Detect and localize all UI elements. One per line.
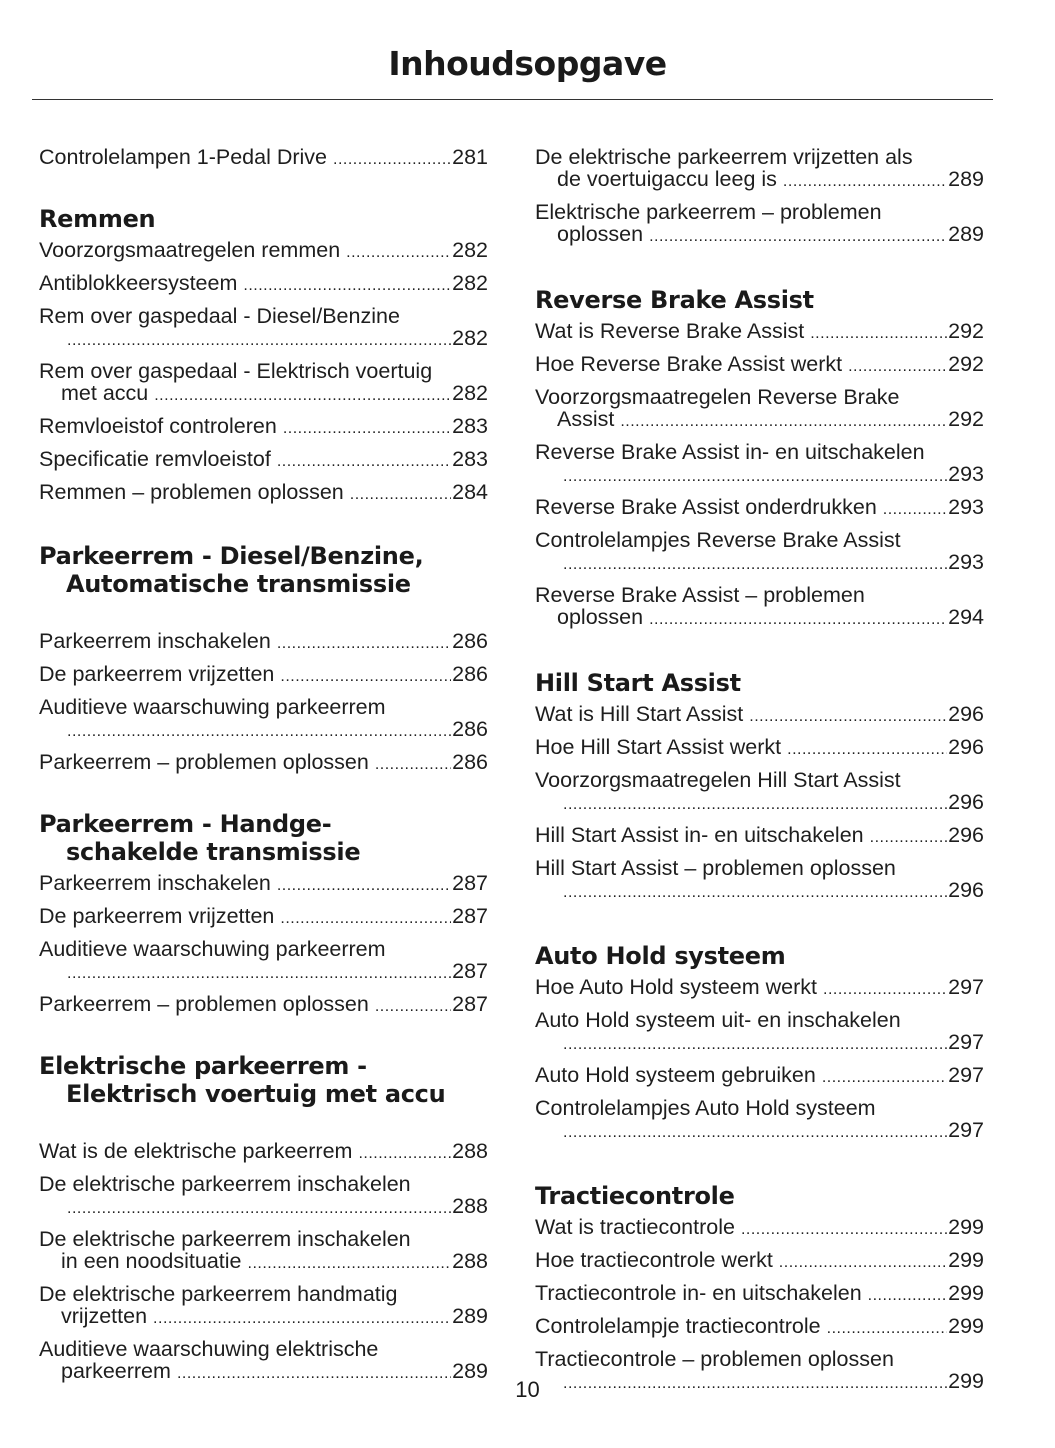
section-heading-line: Hill Start Assist [535,669,741,697]
toc-entry-title: Wat is de elektrische parkeerrem [39,1139,353,1163]
toc-page-number: 282 [452,326,488,350]
toc-page-number: 287 [452,959,488,983]
toc-entry-line [535,824,984,849]
toc-page-number: 287 [452,992,488,1016]
toc-entry-line [39,1283,488,1305]
toc-entry-line [39,481,488,506]
toc-entry[interactable] [535,441,984,496]
toc-entry-title: Tractiecontrole in- en uitschakelen [535,1281,862,1305]
toc-page-number: 287 [452,871,488,895]
toc-entry-title: Voorzorgsmaatregelen Reverse Brake [535,385,900,409]
toc-entry[interactable] [535,1009,984,1064]
section-heading [39,810,488,866]
toc-entry-line [535,1031,984,1056]
toc-page-number: 299 [948,1314,984,1338]
toc-entry-line [535,769,984,791]
toc-entry-title: Reverse Brake Assist – problemen [535,583,865,607]
toc-page-number: 292 [948,352,984,376]
toc-entry-line [535,441,984,463]
toc-entry-title: oplossen [557,222,644,246]
dot-leader [649,609,947,631]
toc-entry[interactable] [39,481,488,514]
toc-page-number: 293 [948,550,984,574]
toc-page-number: 288 [452,1194,488,1218]
toc-entry-line [39,305,488,327]
toc-entry-title: Controlelampjes Auto Hold systeem [535,1096,876,1120]
toc-section [535,146,984,256]
toc-entry-line [535,879,984,904]
toc-page-number: 282 [452,271,488,295]
dot-leader [375,754,451,776]
toc-entry-line [39,905,488,930]
section-heading-line: Tractiecontrole [535,1182,735,1210]
dot-leader [67,963,451,985]
toc-page-number: 283 [452,414,488,438]
toc-entry[interactable] [535,824,984,857]
toc-entry-line [535,976,984,1001]
toc-entry[interactable] [535,584,984,639]
toc-entry-title: Rem over gaspedaal - Diesel/Benzine [39,304,400,328]
dot-leader [563,882,947,904]
toc-entry-line [39,448,488,473]
toc-entry[interactable] [535,769,984,824]
toc-entry-line [535,320,984,345]
toc-entry-line [39,327,488,352]
toc-entry-line [535,353,984,378]
section-heading [39,1052,488,1108]
toc-section [535,286,984,639]
toc-entry-line [39,1140,488,1165]
toc-page-number: 296 [948,823,984,847]
section-heading-line: Elektrisch voertuig met accu [66,1080,446,1108]
toc-page-number: 288 [452,1139,488,1163]
toc-section [535,1182,984,1403]
toc-page-number: 296 [948,790,984,814]
toc-section [39,205,488,514]
toc-page-number: 297 [948,1030,984,1054]
toc-entry[interactable] [39,239,488,272]
dot-leader [277,451,451,473]
toc-entry[interactable] [535,146,984,201]
toc-entry-title: vrijzetten [61,1304,148,1328]
toc-entry[interactable] [39,305,488,360]
toc-page-number: 292 [948,319,984,343]
toc-entry-title: Hill Start Assist – problemen oplossen [535,856,896,880]
toc-entry[interactable] [535,353,984,386]
toc-entry-title: Controlelampje tractiecontrole [535,1314,821,1338]
toc-entry-line [39,382,488,407]
toc-entry[interactable] [535,1282,984,1315]
toc-entry[interactable] [39,696,488,751]
dot-leader [563,1034,947,1056]
toc-entry-title: Remmen – problemen oplossen [39,480,344,504]
dot-leader [810,323,947,345]
page-number: 10 [515,1377,540,1402]
toc-page-number: 296 [948,735,984,759]
toc-entry-title: Parkeerrem inschakelen [39,629,271,653]
toc-entry-title: Reverse Brake Assist onderdrukken [535,495,877,519]
toc-entry-line [535,146,984,168]
toc-entry[interactable] [39,751,488,784]
toc-left-column [39,146,488,1393]
toc-section [535,942,984,1152]
toc-page-number: 296 [948,702,984,726]
toc-entry-line [39,239,488,264]
toc-entry-line [535,1064,984,1089]
toc-entry[interactable] [535,320,984,353]
toc-section [39,1052,488,1393]
toc-entry[interactable] [39,872,488,905]
toc-page-number: 281 [452,145,488,169]
toc-entry-title: Hoe Hill Start Assist werkt [535,735,782,759]
toc-entry[interactable] [535,386,984,441]
toc-entry-line [535,168,984,193]
toc-entry-line [39,696,488,718]
dot-leader [153,1308,451,1330]
toc-entry-title: Auto Hold systeem gebruiken [535,1063,816,1087]
toc-entry[interactable] [535,1216,984,1249]
dot-leader [822,1067,947,1089]
toc-entry-title: Remvloeistof controleren [39,414,277,438]
toc-entry-title: De elektrische parkeerrem vrijzetten als [535,145,913,169]
toc-entry-line [535,1216,984,1241]
dot-leader [280,666,451,688]
toc-entry-line [535,223,984,248]
toc-entry[interactable] [535,1064,984,1097]
toc-entry[interactable] [535,496,984,529]
toc-entry-title: De elektrische parkeerrem inschakelen [39,1227,411,1251]
toc-entry-title: Parkeerrem – problemen oplossen [39,750,369,774]
dot-leader [67,1198,451,1220]
toc-entry-title: Antiblokkeersysteem [39,271,238,295]
section-heading-line: Remmen [39,205,156,233]
dot-leader [563,794,947,816]
toc-entry-line [39,718,488,743]
toc-entry-line [39,938,488,960]
toc-entry-line [39,630,488,655]
toc-entry-line [535,1009,984,1031]
toc-entry-line [39,1250,488,1275]
toc-section [535,669,984,912]
toc-entry[interactable] [39,415,488,448]
toc-page-number: 289 [452,1304,488,1328]
toc-entry-line [39,1173,488,1195]
toc-entry-line [535,551,984,576]
toc-entry-title: Hoe Auto Hold systeem werkt [535,975,818,999]
toc-entry-title: Rem over gaspedaal - Elektrisch voertuig [39,359,433,383]
section-heading-line: Auto Hold systeem [535,942,786,970]
dot-leader [67,721,451,743]
toc-entry-title: Controlelampjes Reverse Brake Assist [535,528,901,552]
section-heading [39,542,488,598]
dot-leader [823,979,947,1001]
dot-leader [741,1219,947,1241]
toc-entry-line [535,703,984,728]
toc-entry[interactable] [535,703,984,736]
dot-leader [787,739,947,761]
dot-leader [280,908,451,930]
dot-leader [283,418,451,440]
toc-entry[interactable] [535,201,984,256]
dot-leader [243,275,451,297]
toc-page-number: 293 [948,462,984,486]
toc-page-number: 289 [948,222,984,246]
toc-entry[interactable] [39,1228,488,1283]
toc-entry-title: de voertuigaccu leeg is [557,167,777,191]
toc-entry-line [535,529,984,551]
title-divider [32,99,993,100]
toc-page-number: 293 [948,495,984,519]
toc-entry[interactable] [39,1283,488,1338]
toc-entry-line [39,360,488,382]
toc-entry-title: Auditieve waarschuwing parkeerrem [39,937,386,961]
toc-right-column [535,146,984,1403]
toc-entry[interactable] [535,1249,984,1282]
toc-entry-line [535,1348,984,1370]
toc-entry-line [39,146,488,171]
toc-page-number: 284 [452,480,488,504]
toc-entry[interactable] [39,663,488,696]
toc-entry-title: oplossen [557,605,644,629]
dot-leader [350,484,451,506]
toc-entry-line [39,960,488,985]
section-heading-line: Automatische transmissie [66,570,411,598]
toc-entry-title: parkeerrem [61,1359,171,1383]
toc-entry-line [535,496,984,521]
toc-entry-line [535,201,984,223]
toc-entry-title: Parkeerrem inschakelen [39,871,271,895]
dot-leader [563,1122,947,1144]
toc-entry-title: Hoe Reverse Brake Assist werkt [535,352,843,376]
section-heading [535,942,984,970]
toc-entry-line [535,1097,984,1119]
toc-entry-line [39,1228,488,1250]
toc-entry-title: Hill Start Assist in- en uitschakelen [535,823,864,847]
toc-entry-line [39,1338,488,1360]
toc-entry-line [535,1249,984,1274]
toc-entry[interactable] [39,360,488,415]
toc-entry-title: Voorzorgsmaatregelen remmen [39,238,341,262]
dot-leader [563,466,947,488]
toc-entry-title: in een noodsituatie [61,1249,242,1273]
section-heading [535,286,984,314]
toc-entry-title: De parkeerrem vrijzetten [39,904,275,928]
toc-entry-title: Voorzorgsmaatregelen Hill Start Assist [535,768,901,792]
toc-entry[interactable] [39,272,488,305]
toc-entry-line [39,872,488,897]
toc-entry-line [535,1119,984,1144]
toc-entry-title: De parkeerrem vrijzetten [39,662,275,686]
toc-entry-line [39,272,488,297]
dot-leader [649,226,947,248]
toc-entry-line [535,386,984,408]
toc-entry[interactable] [535,529,984,584]
toc-page-number: 287 [452,904,488,928]
toc-page-number: 297 [948,1063,984,1087]
toc-entry[interactable] [535,1097,984,1152]
dot-leader [248,1253,452,1275]
toc-entry-title: Controlelampen 1-Pedal Drive [39,145,328,169]
dot-leader [358,1143,451,1165]
toc-entry-line [39,993,488,1018]
toc-page-number: 283 [452,447,488,471]
dot-leader [848,356,947,378]
dot-leader [783,171,947,193]
toc-entry-title: Parkeerrem – problemen oplossen [39,992,369,1016]
dot-leader [883,499,947,521]
toc-page-number: 299 [948,1215,984,1239]
toc-page-number: 288 [452,1249,488,1273]
toc-page-number: 299 [948,1281,984,1305]
toc-entry[interactable] [535,736,984,769]
toc-entry-title: Auto Hold systeem uit- en inschakelen [535,1008,901,1032]
toc-entry-title: Wat is Hill Start Assist [535,702,744,726]
toc-entry-line [535,1315,984,1340]
page-title: Inhoudsopgave [388,44,667,83]
dot-leader [779,1252,947,1274]
section-heading [535,1182,984,1210]
toc-entry[interactable] [39,1140,488,1173]
toc-entry-line [39,751,488,776]
dot-leader [154,385,451,407]
toc-entry-line [535,463,984,488]
toc-entry-title: Auditieve waarschuwing parkeerrem [39,695,386,719]
toc-page-number: 282 [452,381,488,405]
toc-entry-title: De elektrische parkeerrem inschakelen [39,1172,411,1196]
toc-page-number: 286 [452,750,488,774]
toc-page-number: 286 [452,629,488,653]
dot-leader [333,149,451,171]
dot-leader [868,1285,947,1307]
toc-entry[interactable] [39,1173,488,1228]
section-heading-line: Elektrische parkeerrem - [39,1052,367,1080]
toc-section [39,146,488,179]
toc-entry[interactable] [39,938,488,993]
section-heading [39,205,488,233]
dot-leader [870,827,948,849]
toc-entry[interactable] [39,448,488,481]
section-heading-line: Parkeerrem - Diesel/Benzine, [39,542,424,570]
toc-entry-title: Tractiecontrole – problemen oplossen [535,1347,894,1371]
toc-entry-line [39,1305,488,1330]
toc-entry[interactable] [39,146,488,179]
toc-entry-title: Wat is tractiecontrole [535,1215,735,1239]
toc-entry-title: De elektrische parkeerrem handmatig [39,1282,398,1306]
toc-page-number: 297 [948,1118,984,1142]
section-heading-line: schakelde transmissie [66,838,361,866]
toc-entry-title: Elektrische parkeerrem – problemen [535,200,882,224]
toc-entry[interactable] [39,905,488,938]
toc-entry-line [39,415,488,440]
dot-leader [749,706,947,728]
toc-entry-title: met accu [61,381,149,405]
section-heading-line: Parkeerrem - Handge- [39,810,332,838]
toc-entry-line [39,663,488,688]
toc-entry-title: Specificatie remvloeistof [39,447,271,471]
toc-page-number: 289 [948,167,984,191]
dot-leader [620,411,947,433]
toc-entry-title: Assist [557,407,615,431]
toc-page-number: 289 [452,1359,488,1383]
toc-page-number: 292 [948,407,984,431]
toc-page-number: 294 [948,605,984,629]
section-heading-line: Reverse Brake Assist [535,286,814,314]
toc-entry-line [535,408,984,433]
toc-page-number: 286 [452,717,488,741]
toc-entry-line [535,1282,984,1307]
toc-entry-line [535,584,984,606]
dot-leader [375,996,451,1018]
toc-page-number: 286 [452,662,488,686]
toc-entry-title: Hoe tractiecontrole werkt [535,1248,773,1272]
section-heading [535,669,984,697]
toc-entry[interactable] [39,630,488,663]
toc-section [39,542,488,784]
dot-leader [563,554,947,576]
toc-entry-line [535,606,984,631]
toc-entry-line [39,1195,488,1220]
toc-entry-line [535,791,984,816]
dot-leader [346,242,451,264]
toc-section [39,810,488,1026]
toc-page-number: 299 [948,1369,984,1393]
toc-entry-line [535,857,984,879]
dot-leader [827,1318,948,1340]
toc-entry[interactable] [535,1315,984,1348]
toc-entry-line [535,736,984,761]
toc-entry-title: Reverse Brake Assist in- en uitschakelen [535,440,925,464]
toc-entry-title: Wat is Reverse Brake Assist [535,319,805,343]
toc-page-number: 282 [452,238,488,262]
toc-entry[interactable] [535,976,984,1009]
toc-page-number: 297 [948,975,984,999]
toc-entry-title: Auditieve waarschuwing elektrische [39,1337,379,1361]
dot-leader [67,330,451,352]
toc-entry[interactable] [535,857,984,912]
dot-leader [277,633,451,655]
toc-page-number: 299 [948,1248,984,1272]
toc-page-number: 296 [948,878,984,902]
dot-leader [277,875,451,897]
toc-entry[interactable] [39,993,488,1026]
